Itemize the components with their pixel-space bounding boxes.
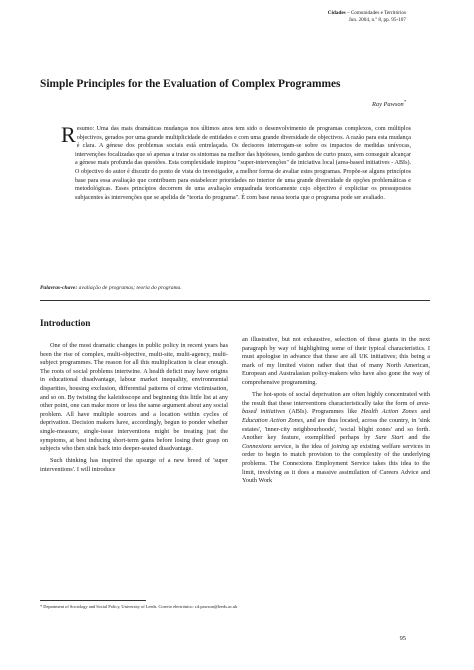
emphasis: Connexions	[242, 442, 272, 450]
text-run: The hot-spots of social deprivation are often highly concentrated with the result that these interventions characteristically take the form of	[242, 391, 430, 407]
author-footnote-marker: *	[403, 99, 406, 104]
author	[372, 99, 406, 108]
keywords-text: avaliação de programas; teoria do programa.	[77, 285, 182, 291]
keywords-label: Palavras-chave:	[40, 285, 78, 291]
abstract-dropcap: R	[61, 122, 76, 147]
footnote-text: Department of Sociology and Social Policy, University of Leeds. Correio electrónico: r.d.pawson@leeds.ac.uk	[42, 604, 238, 609]
emphasis: Health Action Zones	[360, 408, 418, 416]
footnote-rule	[40, 600, 146, 601]
journal-name-rest: – Comunidades e Territórios	[345, 10, 406, 16]
page-number: 95	[399, 635, 406, 642]
journal-issue: Jun. 2004, n.º 8, pp. 95-107	[348, 17, 406, 23]
emphasis: area-based initiatives	[242, 399, 430, 416]
paragraph: an illustrative, but not exhaustive, selection of these giants in the next paragraph by way of highlighting some of their typical characteristics. I must apologise in advance that these are all UK initiatives; this being a mark of my limited vision rather that that of many North American, European and Australasian policy-makers who have also gone the way of comprehensive programming.	[242, 336, 430, 386]
text-run: , and are thus located, across the country, in 'sink estates', 'inner-city neighbourhoods', 'social blight zones' and so forth. Another key feature, exemplified perhaps by	[242, 416, 430, 442]
emphasis: joining up	[331, 442, 358, 450]
emphasis: Education Action Zones	[242, 416, 304, 424]
text-run: existing welfare services in order to begin to match provision to the complexity of the underlying problems. The Connexions Employment Service takes this idea to the limit, involving as it does a massive assimilation of Careers Advice and Youth Work	[242, 442, 430, 485]
text-run: and the	[403, 434, 430, 442]
abstract	[61, 122, 411, 202]
left-column	[40, 342, 228, 478]
journal-name: Cidades	[327, 10, 346, 16]
right-column	[242, 336, 430, 489]
text-run: (ABIs). Programmes like	[285, 408, 361, 416]
paragraph	[242, 391, 430, 486]
abstract-text: esumo: Uma das mais dramáticas mudanças nos últimos anos tem sido o desenvolvimento de programas complexos, com múltiplos objectivos, gerados por uma grande multiplicidade de entidades e com uma grande diversidade de objectivos. A razão para esta mudança é clara. A génese dos problemas sociais está entrelaçada. Os decisores interrogam-se sobre os impactos de medidas unívocas, intervenções focalizadas que só apenas a tratar os sintomas na melhor das hipóteses, tendo ganhos de curto prazo, sem conseguir alcançar a génese mais profunda das questões. Esta complexidade inspirou "super-intervenções" de iniciativa local (area-based initiatives - ABIs). O objectivo do autor é discutir do ponto de vista do investigador, a melhor forma de avaliar estes programas. Propõe-se alguns princípios base para essa avaliação que contribuem para estabelecer prioridades no interior de uma grande diversidade de opções problemáticas e metodológicas. Esses princípios decorrem de uma avaliação enquadrada teoricamente cujo objectivo é explicitar os pressupostos subjacentes às intervenções que se apelida de "teoria do programa". É com base nessa teoria que o programa pode ser avaliado.	[75, 126, 411, 201]
section-divider	[40, 300, 430, 301]
text-run: and	[417, 408, 431, 416]
section-heading: Introduction	[40, 319, 91, 329]
paragraph: Such thinking has inspired the upsurge of a new breed of 'super interventions'. I will introduce	[40, 457, 228, 473]
journal-header	[328, 10, 406, 24]
footnote-marker: *	[40, 604, 43, 609]
article-title: Simple Principles for the Evaluation of Complex Programmes	[40, 78, 341, 90]
paragraph: One of the most dramatic changes in public policy in recent years has been the rise of complex, multi-objective, multi-site, multi-agency, multi-subject programmes. The reason for all this multiplication is clear enough. The roots of social problems intertwine. A health deficit may have origins in educational disadvantage, labour market inequality, environmental disparities, housing exclusion, differential patterns of crime victimisation, and so on. By twisting the kaleidoscope and beginning this little list at any other point, one can make more or less the same argument about any social problem. All have multiple sources and a location within cycles of deprivation. Decision makers have, accordingly, begun to ponder whether single-measure, single-issue interventions might be treating just the symptoms, at best inducing short-term gains before losing their grasp on subjects who then sink back into deeper-seated disadvantage.	[40, 342, 228, 453]
keywords	[40, 285, 430, 291]
text-run: service, is the idea of	[271, 442, 332, 450]
footnote	[40, 604, 430, 609]
emphasis: Sure Start	[375, 434, 404, 442]
author-name: Ray Pawson	[371, 101, 404, 109]
